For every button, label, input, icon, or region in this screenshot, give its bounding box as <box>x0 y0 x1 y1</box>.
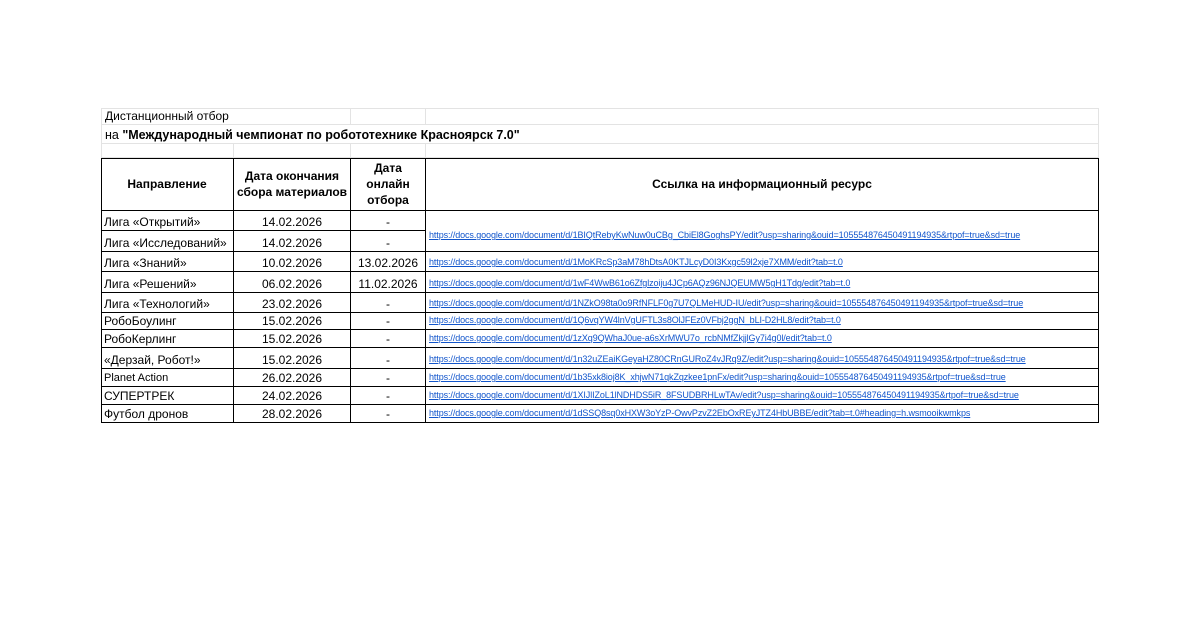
table-row <box>101 313 1099 330</box>
online-cell: - <box>386 371 390 385</box>
title-row-1 <box>101 108 1099 125</box>
online-cell: - <box>386 407 390 421</box>
deadline-cell: 28.02.2026 <box>261 407 323 421</box>
info-link[interactable]: https://docs.google.com/document/d/1MoKRcSp3aM78hDtsA0KTJLcyD0I3Kxgc59l2xje7XMM/edit?tab=t.0 <box>429 257 843 267</box>
info-link[interactable]: https://docs.google.com/document/d/1NZkO98ta0o9RfNFLF0g7U7QLMeHUD-IU/edit?usp=sharing&ouid=105554876450491194935&rtpof=true&sd=true <box>429 298 1024 308</box>
header-link: Ссылка на информационный ресурс <box>426 158 1099 211</box>
info-link[interactable]: https://docs.google.com/document/d/1b35xk8ioj8K_xhjwN71qkZqzkee1pnFx/edit?usp=sharing&ouid=105554876450491194935&rtpof=true&sd=true <box>429 372 1006 382</box>
merged-link-row <box>101 211 1099 252</box>
table-row <box>101 330 1099 348</box>
table-row <box>101 293 1099 313</box>
direction-cell: Лига «Знаний» <box>104 256 187 270</box>
online-cell: - <box>386 215 390 229</box>
direction-cell: Лига «Открытий» <box>104 215 201 229</box>
direction-cell: Лига «Исследований» <box>104 236 227 250</box>
direction-cell: СУПЕРТРЕК <box>104 389 175 403</box>
info-link[interactable]: https://docs.google.com/document/d/1wF4WwB61o6Zfglzoiju4JCp6AQz96NJQEUMW5gH1Tdg/edit?tab=t.0 <box>429 278 851 288</box>
table-row <box>101 252 1099 272</box>
table-row <box>101 272 1099 293</box>
deadline-cell: 24.02.2026 <box>261 389 323 403</box>
online-cell: - <box>386 297 390 311</box>
info-link-merged[interactable]: https://docs.google.com/document/d/1BIQtRebyKwNuw0uCBg_CbiEl8GoghsPY/edit?usp=sharing&ouid=105554876450491194935&rtpof=true&sd=true <box>429 230 1021 240</box>
direction-cell: Лига «Технологий» <box>104 297 210 311</box>
deadline-cell: 26.02.2026 <box>261 371 323 385</box>
direction-cell: РобоКерлинг <box>104 332 177 346</box>
direction-cell: Футбол дронов <box>104 407 189 421</box>
info-link[interactable]: https://docs.google.com/document/d/1Q6vqYW4lnVgUFTL3s8OlJFEz0VFbj2ggN_bLI-D2HL8/edit?tab=t.0 <box>429 315 841 325</box>
title-line-1: Дистанционный отбор <box>105 109 229 123</box>
deadline-cell: 14.02.2026 <box>261 236 323 250</box>
table-row <box>101 348 1099 369</box>
online-cell: - <box>386 314 390 328</box>
direction-cell: «Дерзай, Робот!» <box>104 353 201 367</box>
table-row <box>101 369 1099 387</box>
direction-cell: Planet Action <box>104 372 169 384</box>
online-cell: 13.02.2026 <box>357 256 419 270</box>
header-direction: Направление <box>101 158 234 211</box>
online-cell: - <box>386 236 390 250</box>
online-cell: - <box>386 332 390 346</box>
info-link[interactable]: https://docs.google.com/document/d/1zXq9QWhaJ0ue-a6sXrMWU7o_rcbNMfZkjjlGy7i4g0l/edit?tab=t.0 <box>429 333 832 343</box>
deadline-cell: 15.02.2026 <box>261 314 323 328</box>
title-line-2: на "Международный чемпионат по робототехнике Красноярск 7.0" <box>105 128 520 142</box>
deadline-cell: 06.02.2026 <box>261 277 323 291</box>
deadline-cell: 15.02.2026 <box>261 332 323 346</box>
deadline-cell: 14.02.2026 <box>261 215 323 229</box>
title-row-2 <box>101 125 1099 144</box>
deadline-cell: 23.02.2026 <box>261 297 323 311</box>
header-deadline: Дата окончания сбора материалов <box>234 158 351 211</box>
info-link[interactable]: https://docs.google.com/document/d/1XIJlIZoL1lNDHDS5iR_8FSUDBRHLwTAv/edit?usp=sharing&ouid=105554876450491194935&rtpof=true&sd=true <box>429 390 1019 400</box>
deadline-cell: 15.02.2026 <box>261 353 323 367</box>
online-cell: 11.02.2026 <box>358 277 418 291</box>
header-online: Дата онлайн отбора <box>351 158 426 211</box>
direction-cell: Лига «Решений» <box>104 277 197 291</box>
spacer-row <box>101 144 1099 158</box>
online-cell: - <box>386 389 390 403</box>
deadline-cell: 10.02.2026 <box>261 256 323 270</box>
table-row <box>101 405 1099 423</box>
info-link[interactable]: https://docs.google.com/document/d/1n32uZEaiKGeyaHZ80CRnGURoZ4vJRq9Z/edit?usp=sharing&ouid=105554876450491194935&rtpof=true&sd=true <box>429 354 1026 364</box>
header-row <box>101 158 1099 211</box>
info-link[interactable]: https://docs.google.com/document/d/1dSSQ8sq0xHXW3oYzP-OwvPzvZ2EbOxREyJTZ4HbUBBE/edit?tab=t.0#heading=h.wsmooikwmkps <box>429 408 971 418</box>
direction-cell: РобоБоулинг <box>104 314 177 328</box>
online-cell: - <box>386 353 390 367</box>
championship-name: "Международный чемпионат по робототехнике Красноярск 7.0" <box>122 128 520 142</box>
table-row <box>101 387 1099 405</box>
